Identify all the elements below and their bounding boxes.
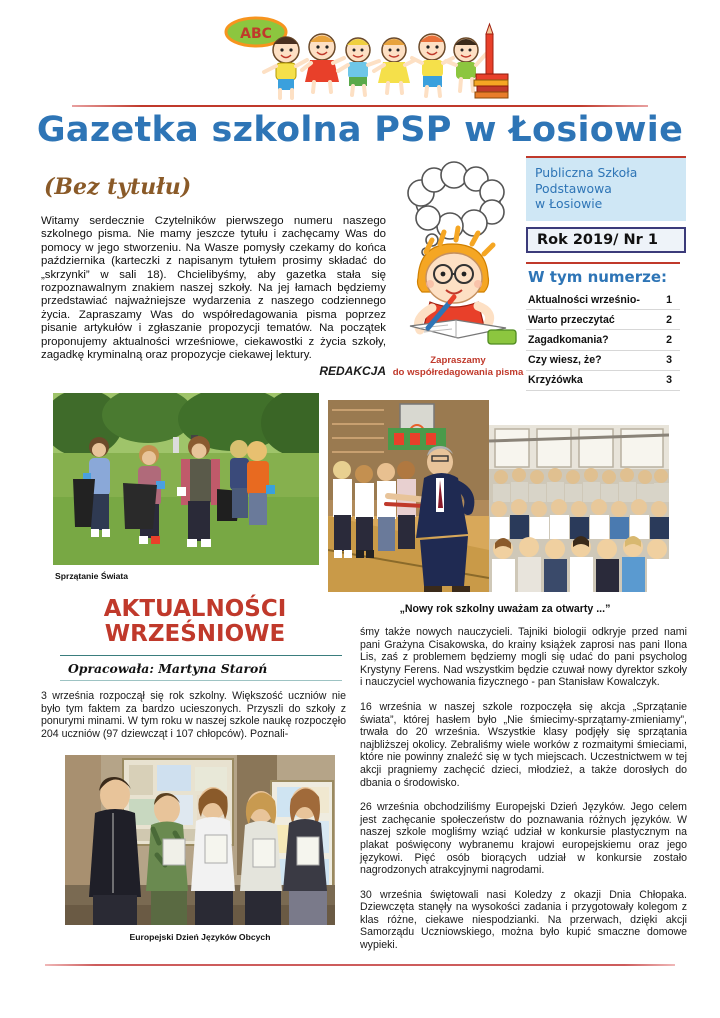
headline-line-1: AKTUALNOŚCI — [103, 596, 287, 622]
invitation-text — [378, 355, 538, 379]
issue-number-box: Rok 2019/ Nr 1 — [526, 227, 686, 253]
article-paragraph-1: śmy także nowych nauczycieli. Tajniki biologii odkryje przed nami pani Grażyna Cisakowska, do krainy książek zaprosi nas pani Ilona Lis, zaś z problemem będziemy mogli się udać do pani psycholog Krystyny Ferens. Nad wszystkim będzie czuwał nowy dyrektor szkoły i nauczyciel wychowania fizycznego - pan Stanisław Kowalczyk. — [360, 626, 687, 689]
article-paragraph-4: 30 września świętowali nasi Koledzy z okazji Dnia Chłopaka. Dziewczęta stanęły na wysokości zadania i przygotowały kolegom z klas różne, ciekawe niespodzianki. Na przerwach, dzięki akcji Samorządu Uczniowskiego, można było kupić smaczne domowe wypieki. — [360, 888, 687, 952]
toc-item-page: 2 — [666, 333, 672, 346]
photo-caption-languages: Europejski Dzień Języków Obcych — [129, 932, 271, 942]
intro-body: Witamy serdecznie Czytelników pierwszego numeru naszego szkolnego pisma. Nie mamy jeszcze tytułu i zachęcamy Was do pomocy w jego stworzeniu. Na Wasze pomysły czekamy do końca października (karteczki z napisanym tytułem prosimy składać do „skrzynki” w sali 18). Chcielibyśmy, aby gazetka stała się rozpoznawalnym znakiem naszej szkoły. Na jej łamach będziemy przedstawiać najważniejsze wydarzenia z naszego codziennego życia. Zapraszamy Was do współredagowania pisma poprzez pisanie artykułów i zgłaszanie propozycji tematów. Na początek proponujemy aktualności wrześniowe, ciekawostki z życia szkoły, zagadkę kryminalną oraz propozycje ciekawej lektury. — [41, 215, 386, 362]
article-left-column: 3 września rozpoczął się rok szkolny. Większość uczniów nie było tym faktem za bardzo ucieszonych. Przyszli do szkoły z ponurymi minami. W tym roku w naszej szkole naukę rozpoczęło 204 uczniów (97 dziewcząt i 107 chłopców). Poznali- — [41, 690, 346, 740]
intro-signature: REDAKCJA — [319, 364, 386, 378]
boy-writing-illustration — [388, 160, 528, 360]
toc-title: W tym numerze: — [528, 268, 668, 286]
school-line-3: w Łosiowie — [535, 196, 603, 211]
photo-caption-cleanup: Sprzątanie Świata — [55, 571, 129, 581]
page-title: Gazetka szkolna PSP w Łosiowie — [36, 110, 684, 150]
toc-item-page: 3 — [666, 374, 672, 387]
toc-item-label: Aktualności wrześnio- — [528, 293, 640, 306]
toc-item-zagadkomania[interactable] — [526, 330, 680, 350]
toc-item-warto-przeczytac[interactable] — [526, 310, 680, 330]
photo-students-with-certificates — [65, 755, 335, 925]
section-author: Opracowała: Martyna Staroń — [60, 655, 342, 681]
article-right-column — [360, 626, 687, 964]
photo-principal-greeting-students — [328, 400, 489, 592]
toc-item-label: Zagadkomania? — [528, 333, 609, 346]
photo-school-assembly-gym — [489, 425, 669, 592]
school-line-2: Podstawowa — [535, 180, 612, 196]
school-line-1: Publiczna Szkoła — [535, 165, 638, 180]
toc-item-aktualnosci[interactable] — [526, 290, 680, 310]
masthead-divider — [72, 105, 648, 107]
intro-section — [0, 152, 720, 390]
toc-item-page: 2 — [666, 313, 672, 326]
children-with-books-illustration — [214, 14, 514, 102]
toc-item-czy-wiesz-ze[interactable] — [526, 351, 680, 371]
school-name-box — [526, 156, 686, 221]
intro-heading: (Bez tytułu) — [44, 174, 192, 200]
invitation-line-1: Zapraszamy — [430, 355, 486, 366]
toc-item-label: Krzyżówka — [528, 374, 583, 387]
footer-divider — [45, 964, 675, 966]
toc-item-label: Warto przeczytać — [528, 313, 615, 326]
headline-line-2: WRZEŚNIOWE — [104, 621, 286, 647]
toc-item-page: 1 — [666, 293, 672, 306]
invitation-line-2: do współredagowania pisma — [392, 367, 524, 378]
masthead — [0, 0, 720, 152]
books-icon — [474, 74, 508, 98]
article-paragraph-2: 16 września w naszej szkole rozpoczęła się akcja „Sprzątanie świata”, której hasłem było „Nie śmiecimy-sprzątamy-zmieniamy”, trwała do 20 września. Wszystkie klasy podjęły się sprzątania najbliższej okolicy. Zebraliśmy wiele worków z rozmaitymi śmieciami, które nie powinny znaleźć się w tych miejscach. Uczestnictwem w tej akcji pragniemy zachęcić dzieci, młodzież, a także dorosłych do dbania o środowisko. — [360, 700, 687, 789]
section-headline — [60, 597, 330, 647]
toc-item-page: 3 — [666, 354, 672, 367]
table-of-contents — [526, 262, 696, 391]
toc-item-krzyzowka[interactable] — [526, 371, 680, 391]
article-paragraph-3: 26 września obchodziliśmy Europejski Dzień Języków. Jego celem jest zachęcanie społeczeństw do poznawania różnych języków. W naszej szkole mogliśmy wziąć udział w konkursie plastycznym na plakat poświęcony wybranemu krajowi europejskiemu oraz jego językowi. Pięć osób biorących udział w konkursie zostało nagrodzonych atrakcyjnymi nagrodami. — [360, 801, 687, 877]
abc-label: ABC — [240, 26, 272, 42]
photo-children-cleaning-park — [53, 393, 319, 565]
toc-item-label: Czy wiesz, że? — [528, 354, 602, 367]
photo-caption-quote: „Nowy rok szkolny uważam za otwarty ...” — [399, 603, 611, 615]
pencil-icon — [486, 24, 493, 74]
